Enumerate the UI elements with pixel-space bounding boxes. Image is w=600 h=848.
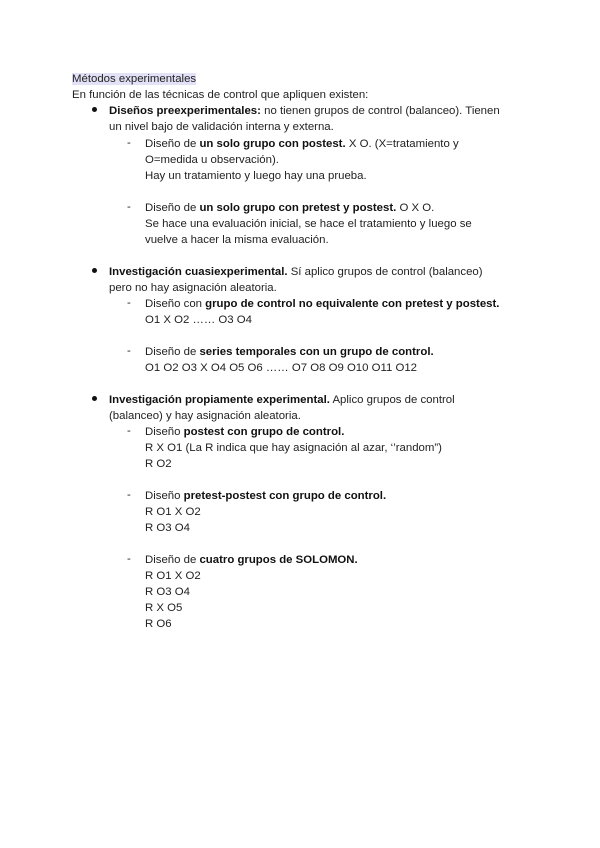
- dash-icon: -: [127, 489, 131, 501]
- section1-heading: Diseños preexperimentales:: [109, 105, 261, 117]
- section1-line1: Diseños preexperimentales: no tienen grupos de control (balanceo). Tienen: [109, 105, 500, 117]
- section3-heading: Investigación propiamente experimental.: [109, 394, 330, 406]
- section3-line2: (balanceo) y hay asignación aleatoria.: [109, 410, 301, 422]
- page-title: Métodos experimentales: [72, 73, 197, 85]
- dash-icon: -: [127, 553, 131, 565]
- bullet-icon: [92, 268, 97, 273]
- section1-item1-line1: Diseño de un solo grupo con postest. X O. (X=tratamiento y: [145, 138, 459, 150]
- section3-item1-line3: R O2: [145, 458, 172, 470]
- section3-item3-line3: R O3 O4: [145, 586, 190, 598]
- intro-text: En función de las técnicas de control que apliquen existen:: [72, 89, 369, 101]
- section1-item2-line1: Diseño de un solo grupo con pretest y postest. O X O.: [145, 202, 435, 214]
- section3-line1: Investigación propiamente experimental. Aplico grupos de control: [109, 394, 455, 406]
- section2-item1-line2: O1 X O2 …… O3 O4: [145, 314, 252, 326]
- bullet-icon: [92, 107, 97, 112]
- section2-item2-line1: Diseño de series temporales con un grupo de control.: [145, 346, 434, 358]
- section1-item1-line3: Hay un tratamiento y luego hay una prueba.: [145, 170, 367, 182]
- section3-item2-line1: Diseño pretest-postest con grupo de control.: [145, 490, 387, 502]
- section1-line2: un nivel bajo de validación interna y externa.: [109, 121, 334, 133]
- section1-item2-line2: Se hace una evaluación inicial, se hace el tratamiento y luego se: [145, 218, 472, 230]
- bullet-icon: [92, 396, 97, 401]
- dash-icon: -: [127, 297, 131, 309]
- section2-heading: Investigación cuasiexperimental.: [109, 266, 288, 278]
- section3-item1-line1: Diseño postest con grupo de control.: [145, 426, 345, 438]
- section2-item1-line1: Diseño con grupo de control no equivalente con pretest y postest.: [145, 298, 500, 310]
- section3-item1-line2: R X O1 (La R indica que hay asignación al azar, ‘’random”): [145, 442, 442, 454]
- section3-item3-line1: Diseño de cuatro grupos de SOLOMON.: [145, 554, 358, 566]
- section3-item3-line2: R O1 X O2: [145, 570, 201, 582]
- section1-item2-line3: vuelve a hacer la misma evaluación.: [145, 234, 329, 246]
- section3-item3-line5: R O6: [145, 618, 172, 630]
- section2-line2: pero no hay asignación aleatoria.: [109, 282, 277, 294]
- section3-item3-line4: R X O5: [145, 602, 183, 614]
- section3-item2-line2: R O1 X O2: [145, 506, 201, 518]
- dash-icon: -: [127, 345, 131, 357]
- section3-item2-line3: R O3 O4: [145, 522, 190, 534]
- section2-item2-line2: O1 O2 O3 X O4 O5 O6 …… O7 O8 O9 O10 O11 O12: [145, 362, 418, 374]
- dash-icon: -: [127, 201, 131, 213]
- dash-icon: -: [127, 137, 131, 149]
- dash-icon: -: [127, 425, 131, 437]
- section1-item1-line2: O=medida u observación).: [145, 154, 279, 166]
- section2-line1: Investigación cuasiexperimental. Sí aplico grupos de control (balanceo): [109, 266, 483, 278]
